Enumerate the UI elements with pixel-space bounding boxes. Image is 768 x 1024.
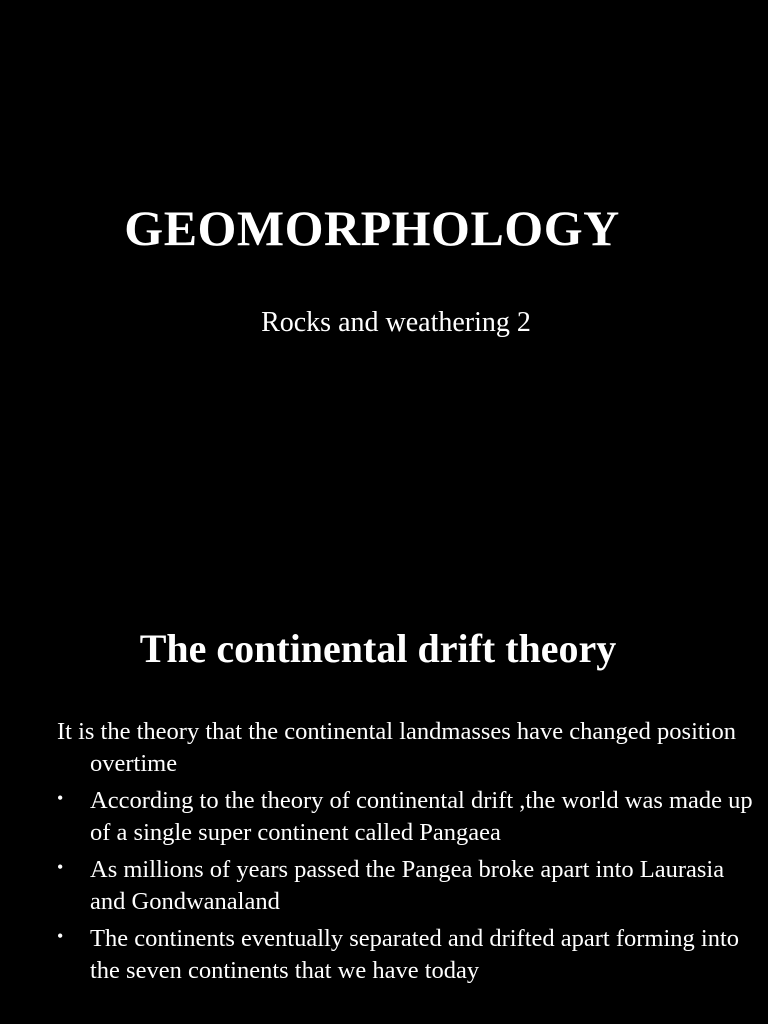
bullet-icon: •: [57, 857, 64, 877]
intro-paragraph: It is the theory that the continental landmasses have changed position overtime: [57, 718, 737, 777]
slide-body: [57, 716, 757, 992]
bullet-text: The continents eventually separated and drifted apart forming into the seven continents that we have today: [90, 925, 740, 984]
bullet-text: According to the theory of continental drift ,the world was made up of a single super continent called Pangaea: [90, 787, 753, 846]
slide-subtitle: Rocks and weathering 2: [261, 307, 531, 338]
bullet-item: [57, 854, 757, 917]
bullet-list: [57, 785, 757, 986]
slide-heading: The continental drift theory: [139, 626, 617, 671]
bullet-icon: •: [57, 926, 64, 946]
bullet-text: As millions of years passed the Pangea broke apart into Laurasia and Gondwanaland: [90, 856, 725, 915]
slide-title: GEOMORPHOLOGY: [124, 200, 620, 256]
bullet-icon: •: [57, 788, 64, 808]
bullet-item: [57, 923, 757, 986]
bullet-item: [57, 785, 757, 848]
content-slide: [0, 512, 768, 1024]
